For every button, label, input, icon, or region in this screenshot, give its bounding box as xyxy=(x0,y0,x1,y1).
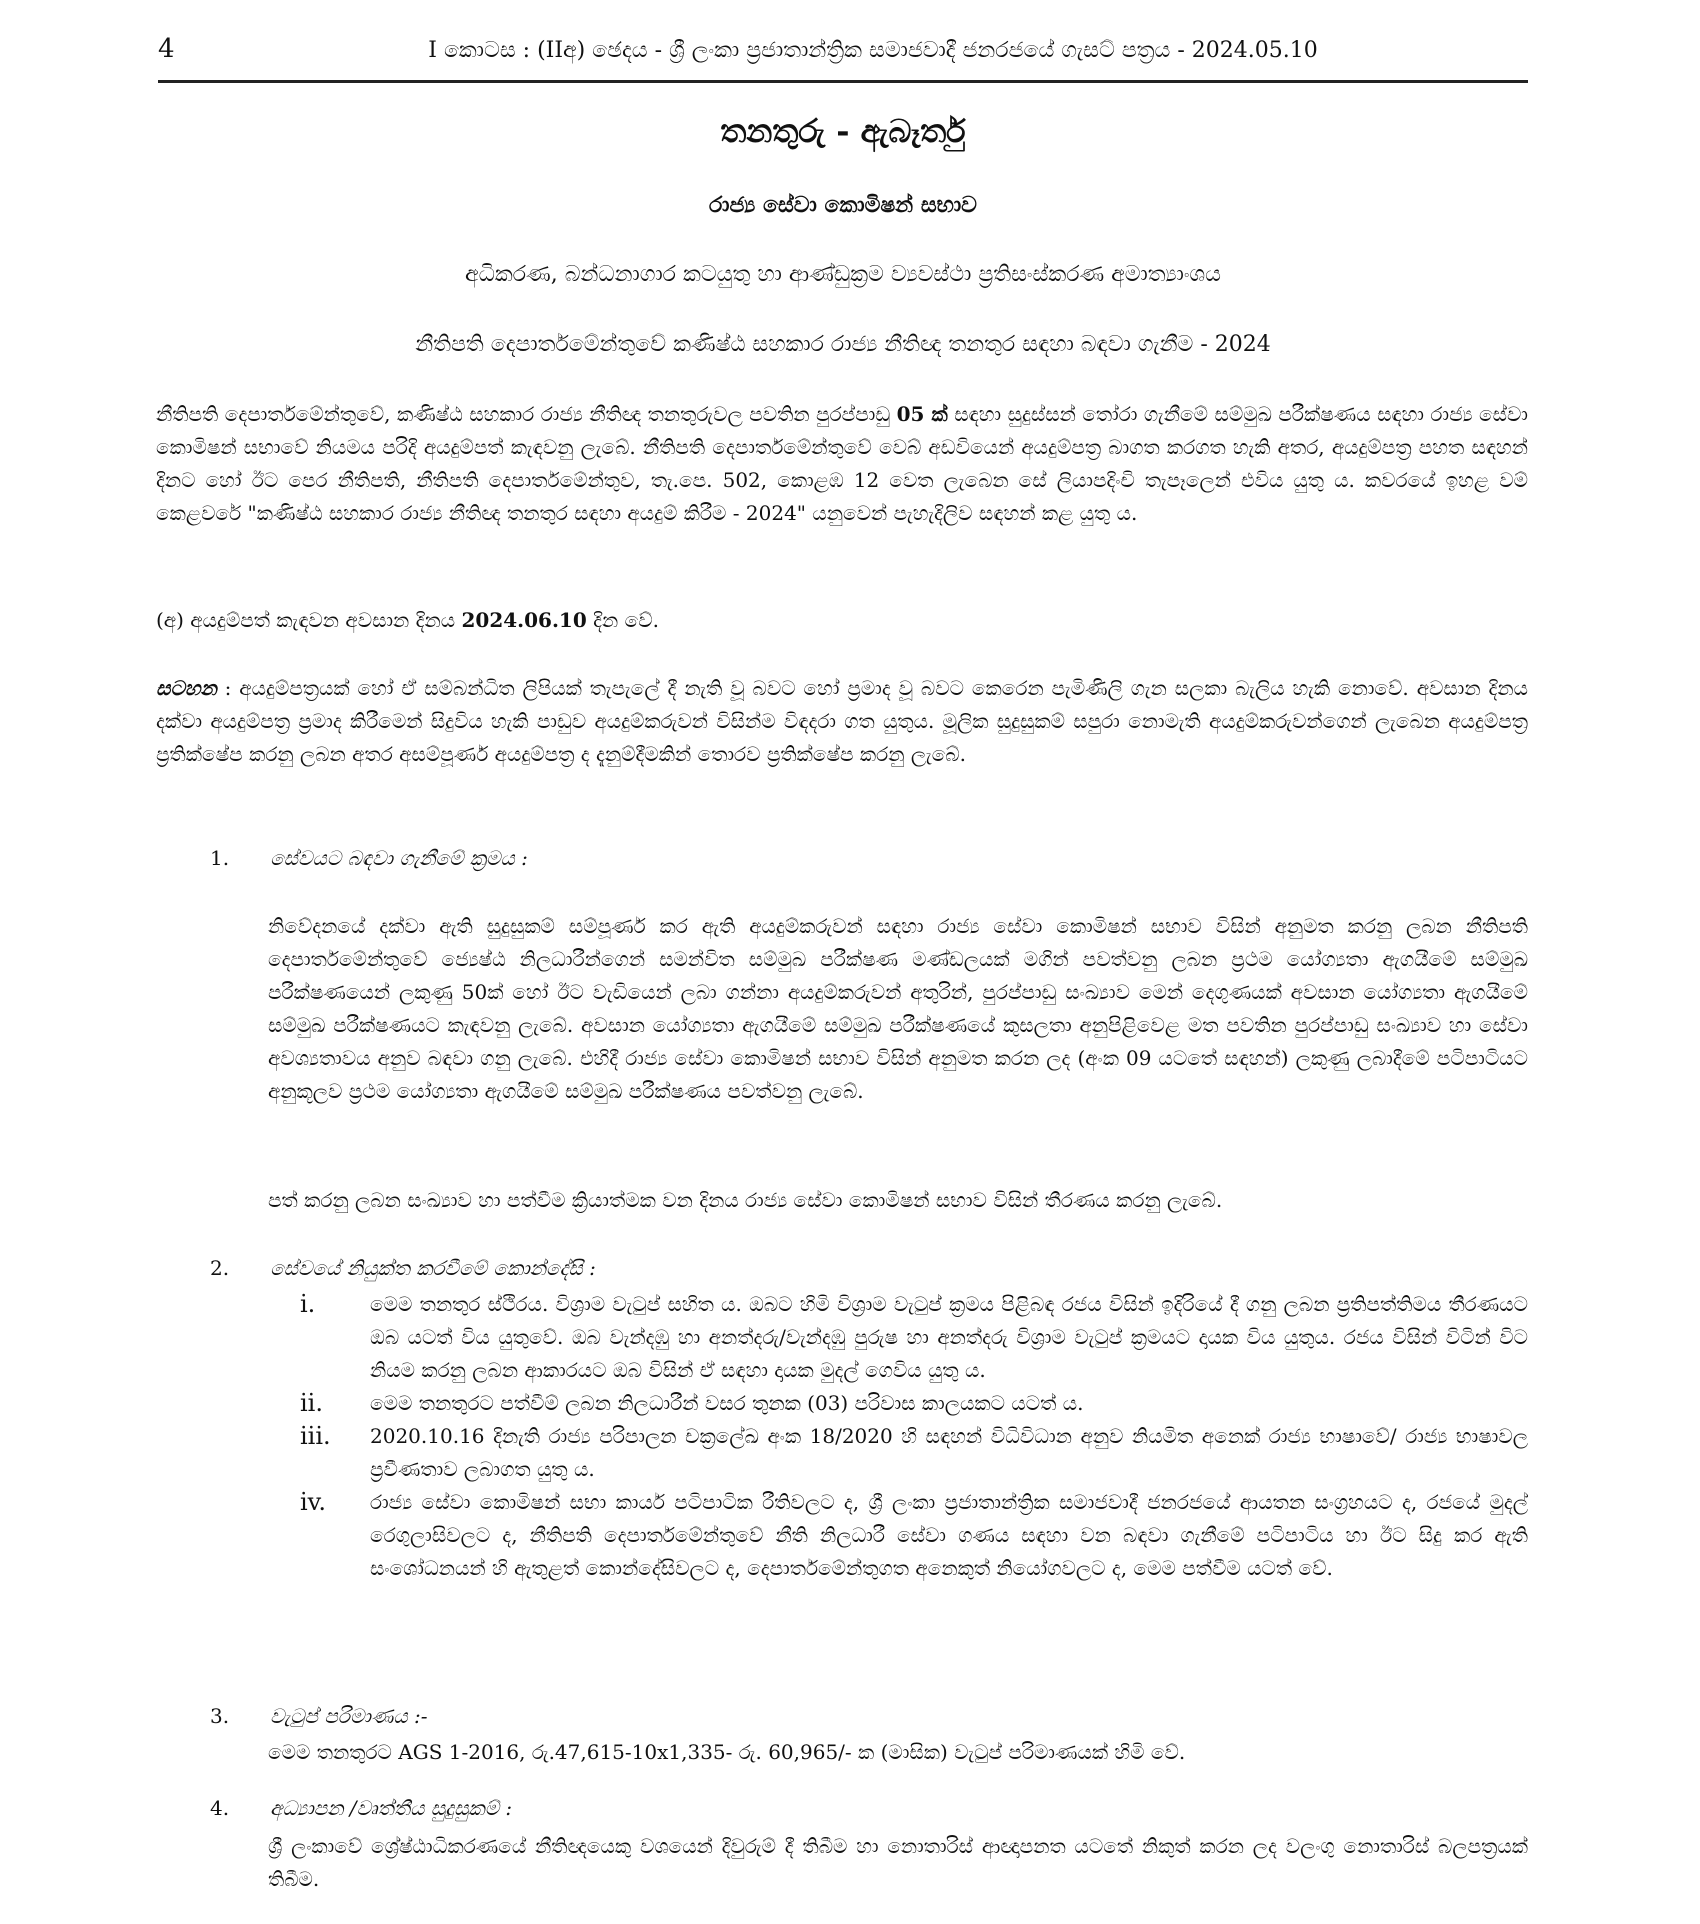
deadline-date: 2024.06.10 xyxy=(461,608,587,632)
page-header xyxy=(158,28,1528,83)
section-2-number: 2. xyxy=(210,1256,230,1280)
section-1-body: නිවේදනයේ දක්වා ඇති සුදුසුකම් සම්පූර්ණ කර ඇති අයදුම්කරුවන් සඳහා රාජ්‍ය සේවා කොමිෂන් සභාව විසින් අනුමත කරනු ලබන නීතිපති දෙපාර්තමේන්තුවේ ජ්‍යෙෂ්ඨ නිලධාරීන්ගෙන් සමන්විත සම්මුඛ පරීක්ෂණ මණ්ඩලයක් මගින් පවත්වනු ලබන ප්‍රථම යෝග්‍යතා ඇගයීමේ සම්මුඛ පරීක්ෂණයෙන් ලකුණු 50ක් හෝ ඊට වැඩියෙන් ලබා ගන්නා අයදුම්කරුවන් අතුරින්, පුරප්පාඩු සංඛ්‍යාව මෙන් දෙගුණයක් අවසාන යෝග්‍යතා ඇගයීමේ සම්මුඛ පරීක්ෂණයට කැඳවනු ලැබේ. අවසාන යෝග්‍යතා ඇගයීමේ සම්මුඛ පරීක්ෂණයේ කුසලතා අනුපිළිවෙළ මත පවතින පුරප්පාඩු සංඛ්‍යාව හා සේවා අවශ්‍යතාවය අනුව බඳවා ගනු ලැබේ. එහිදී රාජ්‍ය සේවා කොමිෂන් සභාව විසින් අනුමත කරන ලද (අංක 09 යටතේ සඳහන්) ලකුණු ලබාදීමේ පටිපාටියට අනුකූලව ප්‍රථම යෝග්‍යතා ඇගයීමේ සම්මුඛ පරීක්ෂණය පවත්වනු ලැබේ. xyxy=(268,914,1528,1103)
running-head: I කොටස : (IIඅ) ඡෙදය - ශ්‍රී ලංකා ප්‍රජාතාන්ත්‍රික සමාජවාදී ජනරජයේ ගැසට් පත්‍රය - 2024.05.10 xyxy=(428,38,1318,63)
section-3-number: 3. xyxy=(210,1704,230,1728)
list-item xyxy=(300,1486,1528,1585)
list-item-text: රාජ්‍ය සේවා කොමිෂන් සභා කාර්ය පටිපාටික රීතිවලට ද, ශ්‍රී ලංකා ප්‍රජාතාන්ත්‍රික සමාජවාදී ජනරජයේ ආයතන සංග්‍රහයට ද, රජයේ මුදල් රෙගුලාසිවලට ද, නීතිපති දෙපාර්තමේන්තුවේ නීති නිලධාරී සේවා ගණය සඳහා වන බඳවා ගැනීමේ පටිපාටිය හා ඊට සිදු කර ඇති සංශෝධනයන් හි ඇතුළත් කොන්දේසිවලට ද, දෙපාර්තමේන්තුගත අනෙකුත් නියෝගවලට ද, මෙම පත්වීම යටත් වේ. xyxy=(370,1490,1528,1580)
deadline-text-2: දින වේ. xyxy=(586,608,659,632)
ministry-heading: අධිකරණ, බන්ධනාගාර කටයුතු හා ආණ්ඩුක්‍රම ව්‍යවස්ථා ප්‍රතිසංස්කරණ අමාත්‍යාංශය xyxy=(465,262,1221,287)
intro-text-1: නීතිපති දෙපාර්තමේන්තුවේ, කණිෂ්ඨ සහකාර රාජ්‍ය නීතිඥ තනතුරුවල පවතින පුරප්පාඩු xyxy=(156,402,897,426)
page-title: තනතුරු - ඇබෑර්තු xyxy=(720,112,966,150)
section-3-body: මෙම තනතුරට AGS 1-2016, රු.47,615-10x1,335- රු. 60,965/- ක (මාසික) වැටුප් පරිමාණයක් හිමි වේ. xyxy=(268,1740,1186,1764)
section-2-heading: සේවයේ නියුක්ත කරවීමේ කොන්දේසි : xyxy=(270,1256,596,1280)
list-item-numeral: i. xyxy=(300,1290,316,1318)
section-4-number: 4. xyxy=(210,1796,230,1820)
list-item xyxy=(300,1288,1528,1387)
section-4-body: ශ්‍රී ලංකාවේ ශ්‍රේෂ්ඨාධිකරණයේ නීතිඥයෙකු වශයෙන් දිවුරුම් දී තිබීම හා නොතාරිස් ආඥාපනත යටතේ නිකුත් කරන ලද වලංගු නොතාරිස් බලපත්‍රයක් තිබීම. xyxy=(268,1834,1528,1891)
page-number: 4 xyxy=(158,34,175,64)
note-label: සටහන xyxy=(156,676,217,700)
section-1-heading: සේවයට බඳවා ගැනීමේ ක්‍රමය : xyxy=(270,846,528,870)
list-item-text: 2020.10.16 දිනැති රාජ්‍ය පරිපාලන චක්‍රලේඛ අංක 18/2020 හි සඳහන් විධිවිධාන අනුව නියමිත අනෙක් රාජ්‍ය භාෂාවේ/ රාජ්‍ය භාෂාවල ප්‍රවීණතාව ලබාගත යුතු ය. xyxy=(370,1424,1528,1481)
list-item-text: මෙම තනතුරට පත්වීම් ලබන නිලධාරීන් වසර තුනක (03) පරිවාස කාලයකට යටත් ය. xyxy=(370,1391,1084,1415)
list-item xyxy=(300,1387,1528,1420)
section-2-list xyxy=(300,1288,1528,1585)
section-1-number: 1. xyxy=(210,846,230,870)
list-item-numeral: ii. xyxy=(300,1389,323,1417)
intro-paragraph xyxy=(156,398,1528,530)
deadline-paragraph xyxy=(156,604,1528,637)
post-heading: නීතිපති දෙපාර්තමේන්තුවේ කණිෂ්ඨ සහකාර රාජ්‍ය නීතිඥ තනතුර සඳහා බඳවා ගැනීම - 2024 xyxy=(415,332,1271,357)
section-1-extra: පත් කරනු ලබන සංඛ්‍යාව හා පත්වීම ක්‍රියාත්මක වන දිනය රාජ්‍ය සේවා කොමිෂන් සභාව විසින් තීරණය කරනු ලැබේ. xyxy=(268,1188,1223,1212)
section-4-heading: අධ්‍යාපන /වෘත්තීය සුදුසුකම් : xyxy=(270,1796,513,1820)
intro-vacancy-count: 05 ක් xyxy=(896,402,948,426)
list-item-text: මෙම තනතුර ස්ථිරය. විශ්‍රාම වැටුප් සහිත ය. ඔබට හිමි විශ්‍රාම වැටුප් ක්‍රමය පිළිබඳ රජය විසින් ඉදිරියේ දී ගනු ලබන ප්‍රතිපත්තිමය තීරණයට ඔබ යටත් විය යුතුවේ. ඔබ වැන්දඹු හා අනත්දරු/වැන්දඹු පුරුෂ හා අනත්දරු විශ්‍රාම වැටුප් ක්‍රමයට දායක විය යුතුය. රජය විසින් විටින් විට නියම කරනු ලබන ආකාරයට ඔබ විසින් ඒ සඳහා දායක මුදල් ගෙවිය යුතු ය. xyxy=(370,1292,1528,1382)
note-text: : අයදුම්පත්‍රයක් හෝ ඒ සම්බන්ධිත ලිපියක් තැපැලේ දී නැති වූ බවට හෝ ප්‍රමාද වූ බවට කෙරෙන පැමිණිලි ගැන සලකා බැලිය හැකි නොවේ. අවසාන දිනය දක්වා අයදුම්පත්‍ර ප්‍රමාද කිරීමෙන් සිදුවිය හැකි පාඩුව අයදුම්කරුවන් විසින්ම විඳදරා ගත යුතුය. මූලික සුදුසුකම් සපුරා නොමැති අයදුම්කරුවන්ගෙන් ලැබෙන අයදුම්පත්‍ර ප්‍රතික්ෂේප කරනු ලබන අතර අසම්පූර්ණ අයදුම්පත්‍ර ද දැනුම්දීමකින් තොරව ප්‍රතික්ෂේප කරනු ලැබේ. xyxy=(156,676,1528,766)
list-item-numeral: iii. xyxy=(300,1422,331,1450)
deadline-text-1: (අ) අයදුම්පත් කැඳවන අවසාන දිනය xyxy=(156,608,462,632)
intro-text-2: සඳහා සුදුස්සන් තෝරා ගැනීමේ සම්මුඛ පරීක්ෂණය සඳහා රාජ්‍ය සේවා කොමිෂන් සභාවේ නියමය පරිදි අයදුම්පත් කැඳවනු ලැබේ. නීතිපති දෙපාර්තමේන්තුවේ වෙබ් අඩවියෙන් අයදුම්පත්‍ර බාගත කරගත හැකි අතර, අයදුම්පත්‍ර පහත සඳහන් දිනට හෝ ඊට පෙර නීතිපති, නීතිපති දෙපාර්තමේන්තුව, තැ.පෙ. 502, කොළඹ 12 වෙත ලැබෙන සේ ලියාපදිංචි තැපෑලෙන් එවිය යුතු ය. කවරයේ ඉහළ වම් කෙළවරේ "කණිෂ්ඨ සහකාර රාජ්‍ය නීතිඥ තනතුර සඳහා අයදුම් කිරීම - 2024" යනුවෙන් පැහැදිලිව සඳහන් කළ යුතු ය. xyxy=(156,402,1528,525)
list-item xyxy=(300,1420,1528,1486)
list-item-numeral: iv. xyxy=(300,1488,327,1516)
commission-heading: රාජ්‍ය සේවා කොමිෂන් සභාව xyxy=(708,192,978,218)
note-paragraph xyxy=(156,672,1528,771)
section-3-heading: වැටුප් පරිමාණය :- xyxy=(270,1704,428,1728)
